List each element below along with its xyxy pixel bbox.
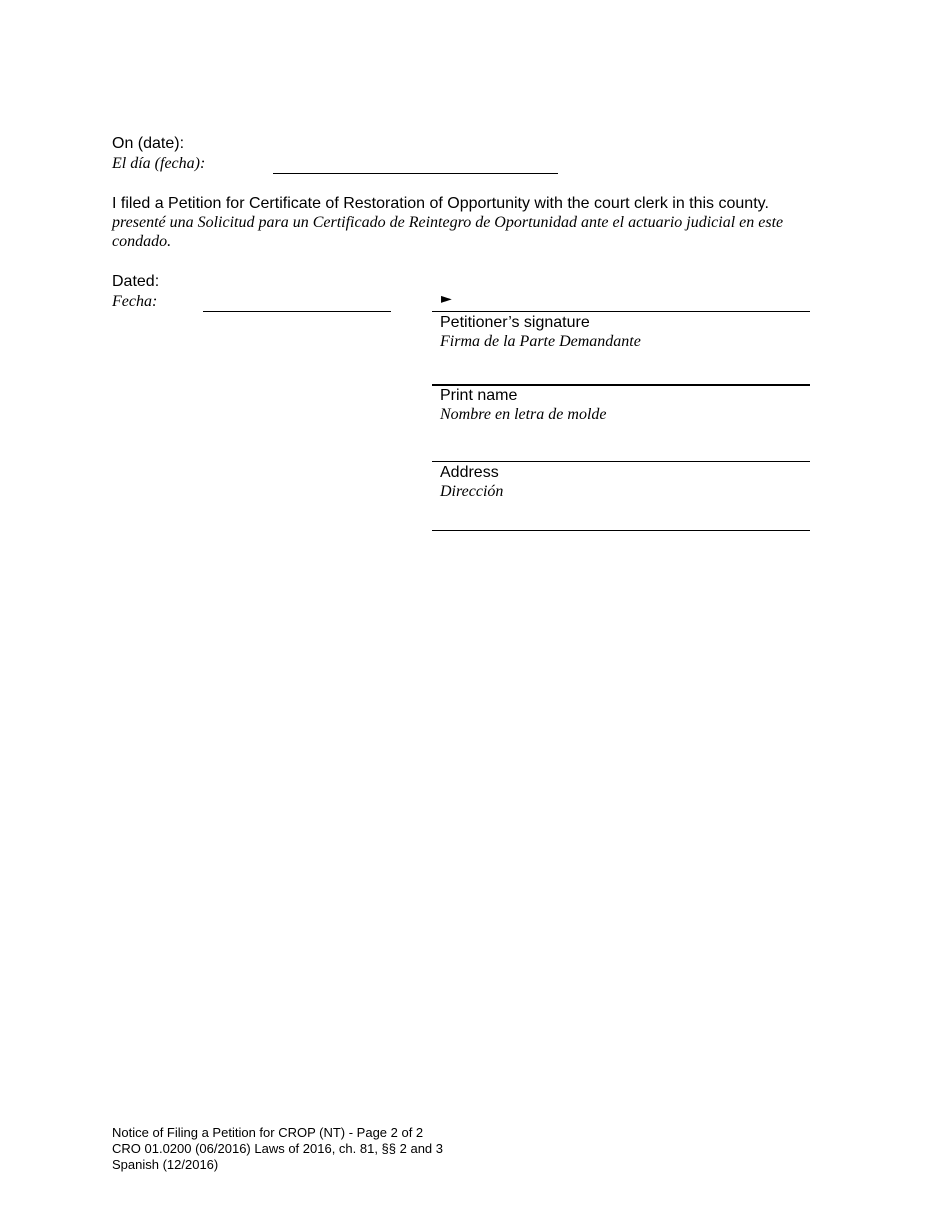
dated-label: Dated: bbox=[112, 273, 160, 290]
signature-arrow-icon: ► bbox=[441, 291, 452, 307]
filing-statement-spanish: presenté una Solicitud para un Certificado de Reintegro de Oportunidad ante el actuario judicial en este condado. bbox=[112, 214, 784, 250]
on-date-field[interactable] bbox=[273, 173, 558, 174]
address-label: Address bbox=[440, 464, 499, 481]
signature-field[interactable] bbox=[432, 311, 810, 312]
signature-label: Petitioner’s signature bbox=[440, 314, 590, 331]
footer-form-title: Notice of Filing a Petition for CROP (NT) - Page 2 of 2 bbox=[112, 1125, 424, 1140]
on-date-label-spanish: El día (fecha): bbox=[112, 155, 206, 172]
footer-form-number: CRO 01.0200 (06/2016) Laws of 2016, ch. 81, §§ 2 and 3 bbox=[112, 1141, 444, 1156]
print-name-label-spanish: Nombre en letra de molde bbox=[440, 406, 607, 423]
on-date-label: On (date): bbox=[112, 135, 185, 152]
address-field[interactable] bbox=[432, 461, 810, 462]
print-name-label: Print name bbox=[440, 387, 518, 404]
address-field-line-2[interactable] bbox=[432, 530, 810, 531]
signature-label-spanish: Firma de la Parte Demandante bbox=[440, 333, 641, 350]
filing-statement: I filed a Petition for Certificate of Restoration of Opportunity with the court clerk in this county. bbox=[112, 195, 769, 212]
dated-field[interactable] bbox=[203, 311, 391, 312]
address-label-spanish: Dirección bbox=[440, 483, 504, 500]
dated-label-spanish: Fecha: bbox=[112, 293, 158, 310]
footer-language: Spanish (12/2016) bbox=[112, 1157, 219, 1172]
page-footer bbox=[112, 1125, 443, 1173]
